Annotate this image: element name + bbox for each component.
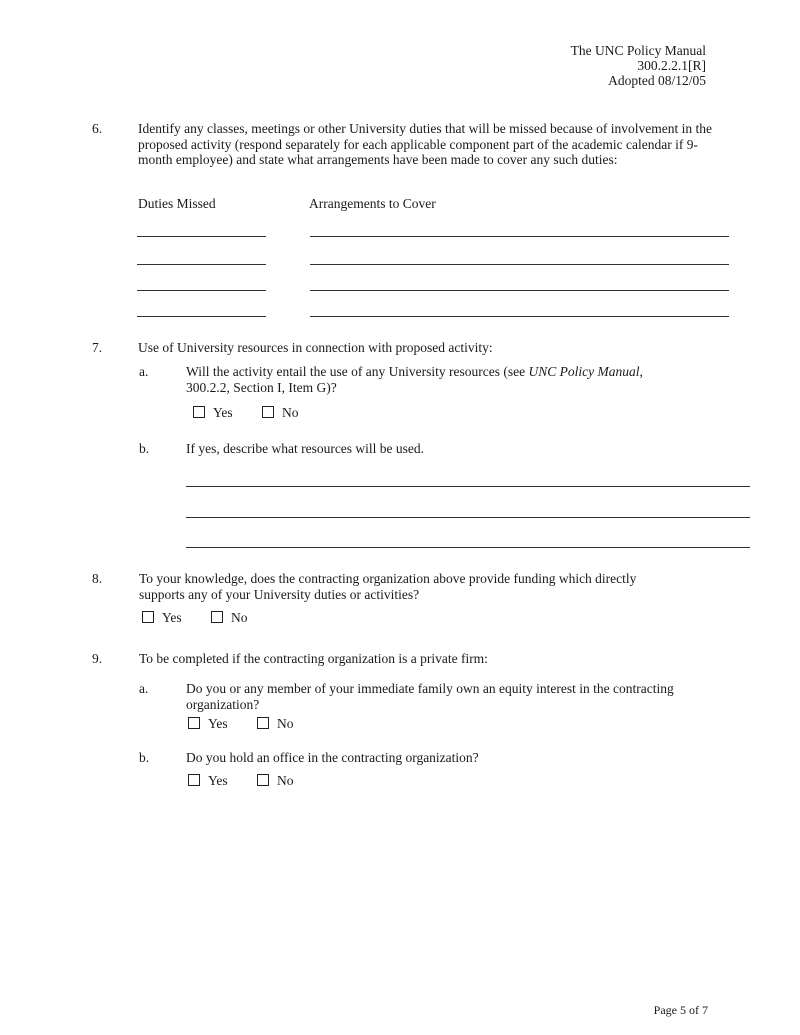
q6-number: 6. xyxy=(92,121,103,136)
policy-code: 300.2.2.1[R] xyxy=(637,58,706,73)
q7b-label: b. xyxy=(139,441,150,456)
q9b-no-label: No xyxy=(277,773,294,788)
q8-yes-label: Yes xyxy=(162,610,182,625)
manual-title: The UNC Policy Manual xyxy=(570,43,706,58)
duties-missed-header: Duties Missed xyxy=(138,196,216,211)
q9-text: To be completed if the contracting organization is a private firm: xyxy=(139,651,488,666)
q8-text: To your knowledge, does the contracting organization above provide funding which directly supports any of your University duties or activities? xyxy=(139,571,637,602)
q8-no-checkbox[interactable] xyxy=(211,611,223,623)
q7b-answer-line-2[interactable] xyxy=(186,517,750,518)
duties-missed-line-4[interactable] xyxy=(137,316,266,317)
q7a-no-option[interactable] xyxy=(262,405,299,421)
arrangements-line-1[interactable] xyxy=(310,236,729,237)
q7b-answer-line-1[interactable] xyxy=(186,486,750,487)
q9a-no-label: No xyxy=(277,716,294,731)
arrangements-header: Arrangements to Cover xyxy=(309,196,436,211)
q9b-yes-option[interactable] xyxy=(188,773,228,789)
q7a-no-checkbox[interactable] xyxy=(262,406,274,418)
q8-options xyxy=(142,610,248,626)
q9-number: 9. xyxy=(92,651,103,666)
q7a-text xyxy=(186,364,706,395)
q7b-answer-line-3[interactable] xyxy=(186,547,750,548)
q7a-text-part2: , xyxy=(639,364,643,379)
q9a-label: a. xyxy=(139,681,149,696)
q7a-options xyxy=(193,405,299,421)
arrangements-line-2[interactable] xyxy=(310,264,729,265)
document-header xyxy=(571,43,706,88)
q8-no-option[interactable] xyxy=(211,610,248,626)
q8-yes-checkbox[interactable] xyxy=(142,611,154,623)
q7-text: Use of University resources in connection with proposed activity: xyxy=(138,340,493,355)
q9b-no-checkbox[interactable] xyxy=(257,774,269,786)
q9b-label: b. xyxy=(139,750,150,765)
q9a-text: Do you or any member of your immediate family own an equity interest in the contracting organization? xyxy=(186,681,674,712)
q9a-yes-option[interactable] xyxy=(188,716,228,732)
q9b-options xyxy=(188,773,294,789)
q7a-no-label: No xyxy=(282,405,299,420)
q9b-text: Do you hold an office in the contracting organization? xyxy=(186,750,479,765)
q9a-yes-label: Yes xyxy=(208,716,228,731)
q8-no-label: No xyxy=(231,610,248,625)
arrangements-line-4[interactable] xyxy=(310,316,729,317)
q7a-yes-label: Yes xyxy=(213,405,233,420)
q7a-label: a. xyxy=(139,364,149,379)
q8-number: 8. xyxy=(92,571,103,586)
q7-number: 7. xyxy=(92,340,103,355)
q7a-text-part3: 300.2.2, Section I, Item G)? xyxy=(186,379,337,395)
q9b-no-option[interactable] xyxy=(257,773,294,789)
q9a-options xyxy=(188,716,294,732)
q7a-text-part1: Will the activity entail the use of any University resources (see xyxy=(186,364,529,379)
adopted-date: Adopted 08/12/05 xyxy=(608,73,706,88)
q9a-no-checkbox[interactable] xyxy=(257,717,269,729)
page-number: Page 5 of 7 xyxy=(653,1003,708,1017)
q6-text: Identify any classes, meetings or other University duties that will be missed because of involvement in the proposed activity (respond separately for each applicable component part of the academic calendar if 9-month employee) and state what arrangements have been made to cover any such duties: xyxy=(138,121,712,167)
q7a-yes-option[interactable] xyxy=(193,405,233,421)
q9a-yes-checkbox[interactable] xyxy=(188,717,200,729)
q8-yes-option[interactable] xyxy=(142,610,182,626)
q7a-yes-checkbox[interactable] xyxy=(193,406,205,418)
q7a-text-italic: UNC Policy Manual xyxy=(528,364,640,379)
duties-missed-line-3[interactable] xyxy=(137,290,266,291)
q7b-text: If yes, describe what resources will be used. xyxy=(186,441,425,456)
duties-missed-line-1[interactable] xyxy=(137,236,266,237)
q9a-no-option[interactable] xyxy=(257,716,294,732)
q9b-yes-checkbox[interactable] xyxy=(188,774,200,786)
arrangements-line-3[interactable] xyxy=(310,290,729,291)
q9b-yes-label: Yes xyxy=(208,773,228,788)
duties-missed-line-2[interactable] xyxy=(137,264,266,265)
